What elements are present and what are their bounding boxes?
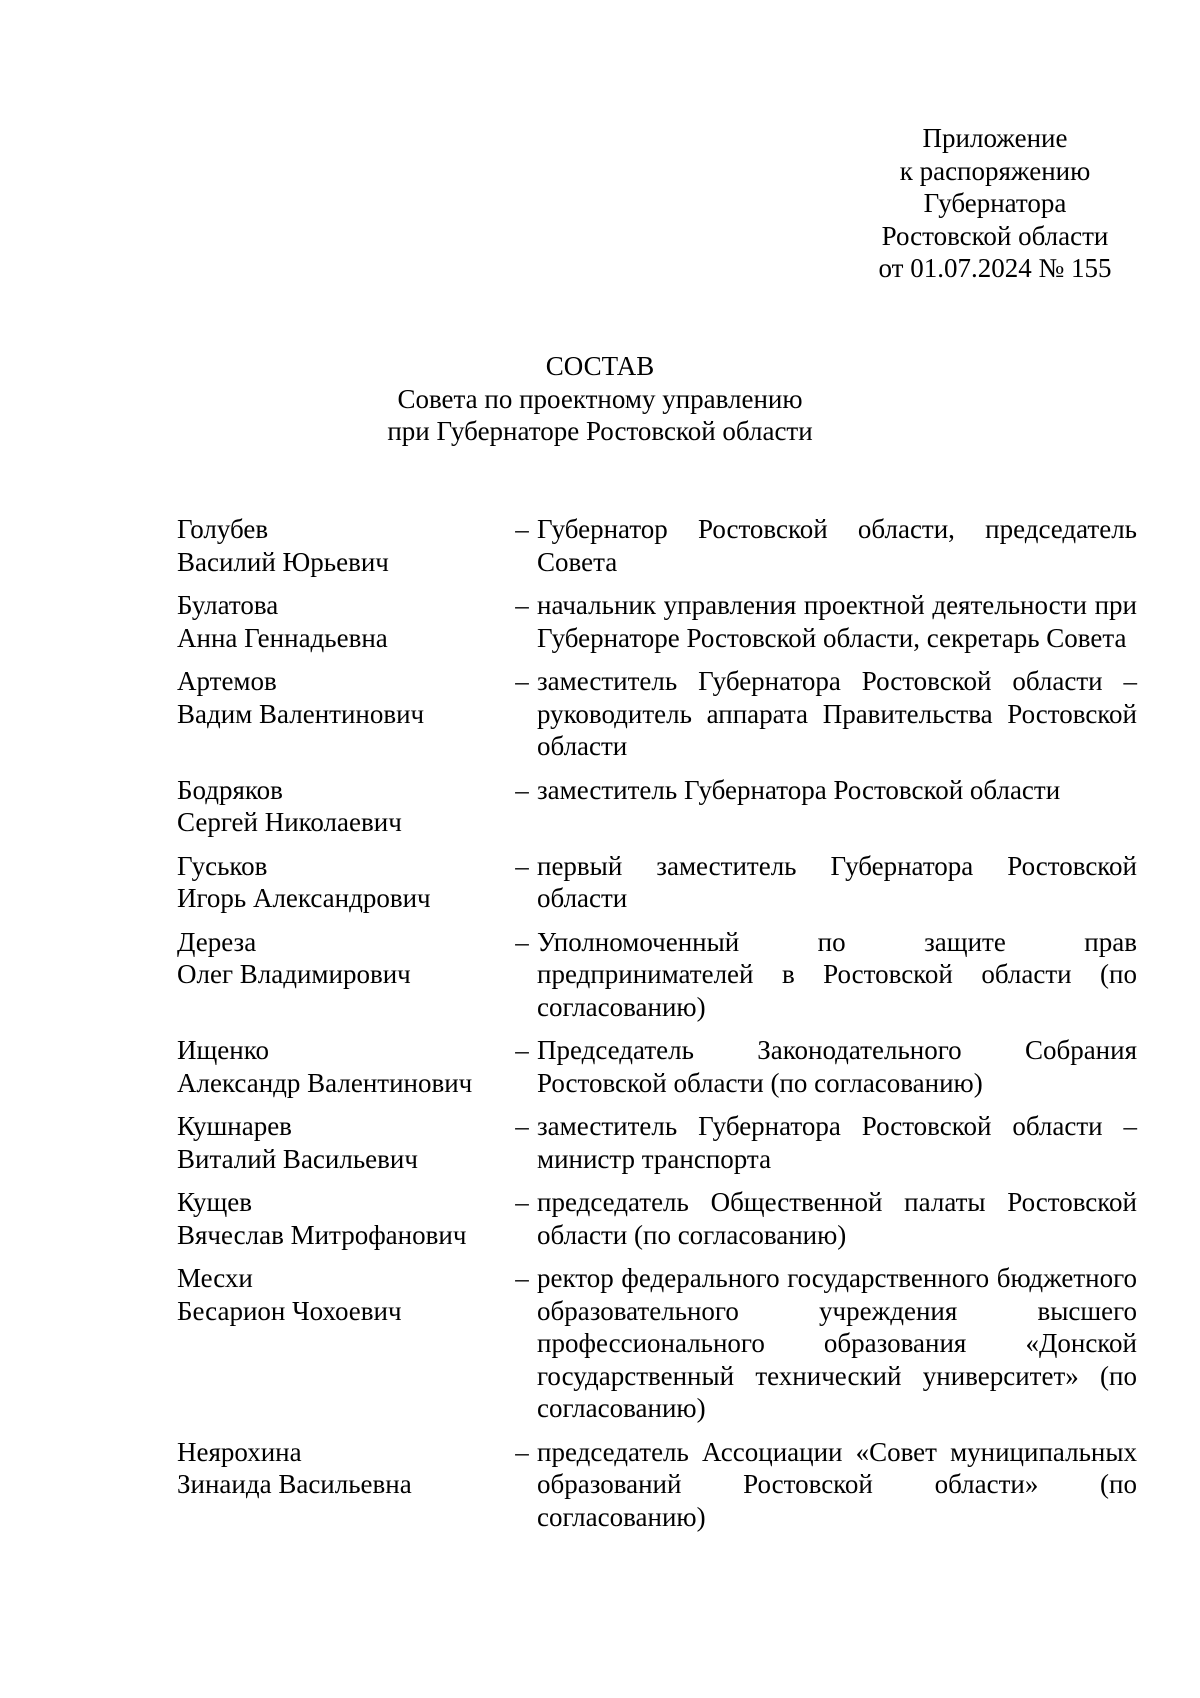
member-given-name: Игорь Александрович [177, 883, 431, 913]
member-role: Уполномоченный по защите прав предпринимателей в Ростовской области (по согласованию) [537, 926, 1137, 1022]
member-surname: Кущев [177, 1187, 253, 1217]
member-dash: – [515, 850, 529, 881]
member-surname: Бодряков [177, 774, 283, 805]
member-role: заместитель Губернатора Ростовской области – министр транспорта [537, 1111, 1137, 1174]
member-surname: Дереза [177, 926, 257, 957]
member-given-name: Александр Валентинович [177, 1067, 473, 1098]
member-name [177, 850, 507, 915]
document-title [0, 350, 1200, 448]
member-surname: Артемов [177, 666, 277, 696]
member-dash: – [515, 1263, 529, 1293]
title-line: при Губернаторе Ростовской области [387, 416, 813, 446]
member-given-name: Василий Юрьевич [177, 546, 389, 577]
member-dash: – [515, 1436, 529, 1467]
member-row [177, 513, 1137, 578]
member-name [177, 774, 507, 839]
member-dash: – [515, 1035, 529, 1065]
member-name [177, 1262, 507, 1425]
member-role: первый заместитель Губернатора Ростовской области [537, 850, 1137, 913]
members-list [177, 513, 1137, 1544]
title-line: Совета по проектному управлению [397, 383, 803, 414]
appendix-line: к распоряжению [899, 155, 1091, 186]
member-dash: – [515, 774, 529, 805]
member-dash: – [515, 666, 529, 696]
member-row [177, 850, 1137, 915]
member-role: начальник управления проектной деятельности при Губернаторе Ростовской области, секретарь Совета [537, 590, 1137, 653]
member-name [177, 1034, 507, 1099]
member-surname: Гуськов [177, 850, 268, 881]
member-surname: Булатова [177, 590, 279, 620]
member-name [177, 513, 507, 578]
member-dash: – [515, 590, 529, 620]
member-given-name: Анна Геннадьевна [177, 622, 388, 653]
appendix-line: Ростовской области [881, 220, 1109, 251]
member-role: ректор федерального государственного бюджетного образовательного учреждения высшего профессионального образования «Донской государственный технический университет» (по согласованию) [537, 1263, 1137, 1423]
member-given-name: Виталий Васильевич [177, 1143, 418, 1174]
member-role: председатель Ассоциации «Совет муниципальных образований Ростовской области» (по согласованию) [537, 1436, 1137, 1532]
member-name [177, 665, 507, 763]
appendix-header [820, 122, 1170, 285]
appendix-line: Губернатора [923, 188, 1067, 218]
member-role: заместитель Губернатора Ростовской области – руководитель аппарата Правительства Ростовской области [537, 666, 1137, 761]
member-row [177, 1110, 1137, 1175]
member-row [177, 1262, 1137, 1425]
member-row [177, 665, 1137, 763]
member-given-name: Вячеслав Митрофанович [177, 1219, 467, 1250]
member-name [177, 589, 507, 654]
member-surname: Неярохина [177, 1436, 302, 1467]
member-row [177, 774, 1137, 839]
title-heading: СОСТАВ [545, 351, 655, 381]
member-dash: – [515, 1187, 529, 1217]
member-name [177, 1186, 507, 1251]
member-name [177, 1110, 507, 1175]
appendix-line: Приложение [922, 123, 1068, 153]
member-name [177, 1436, 507, 1534]
member-row [177, 926, 1137, 1024]
member-given-name: Вадим Валентинович [177, 698, 425, 729]
member-dash: – [515, 514, 529, 544]
member-row [177, 1436, 1137, 1534]
appendix-line: от 01.07.2024 № 155 [878, 253, 1112, 283]
member-row [177, 1186, 1137, 1251]
member-dash: – [515, 926, 529, 957]
member-given-name: Сергей Николаевич [177, 807, 402, 837]
member-given-name: Олег Владимирович [177, 959, 411, 989]
member-given-name: Зинаида Васильевна [177, 1469, 412, 1499]
member-surname: Голубев [177, 514, 269, 544]
member-role: председатель Общественной палаты Ростовской области (по согласованию) [537, 1187, 1137, 1250]
member-role: Губернатор Ростовской области, председатель Совета [537, 514, 1137, 577]
member-row [177, 1034, 1137, 1099]
member-surname: Кушнарев [177, 1111, 292, 1141]
member-name [177, 926, 507, 1024]
member-surname: Ищенко [177, 1035, 269, 1065]
member-role: заместитель Губернатора Ростовской области [537, 774, 1061, 805]
member-role: Председатель Законодательного Собрания Ростовской области (по согласованию) [537, 1035, 1137, 1098]
member-given-name: Бесарион Чохоевич [177, 1295, 402, 1326]
member-row [177, 589, 1137, 654]
member-dash: – [515, 1111, 529, 1141]
member-surname: Месхи [177, 1263, 253, 1293]
